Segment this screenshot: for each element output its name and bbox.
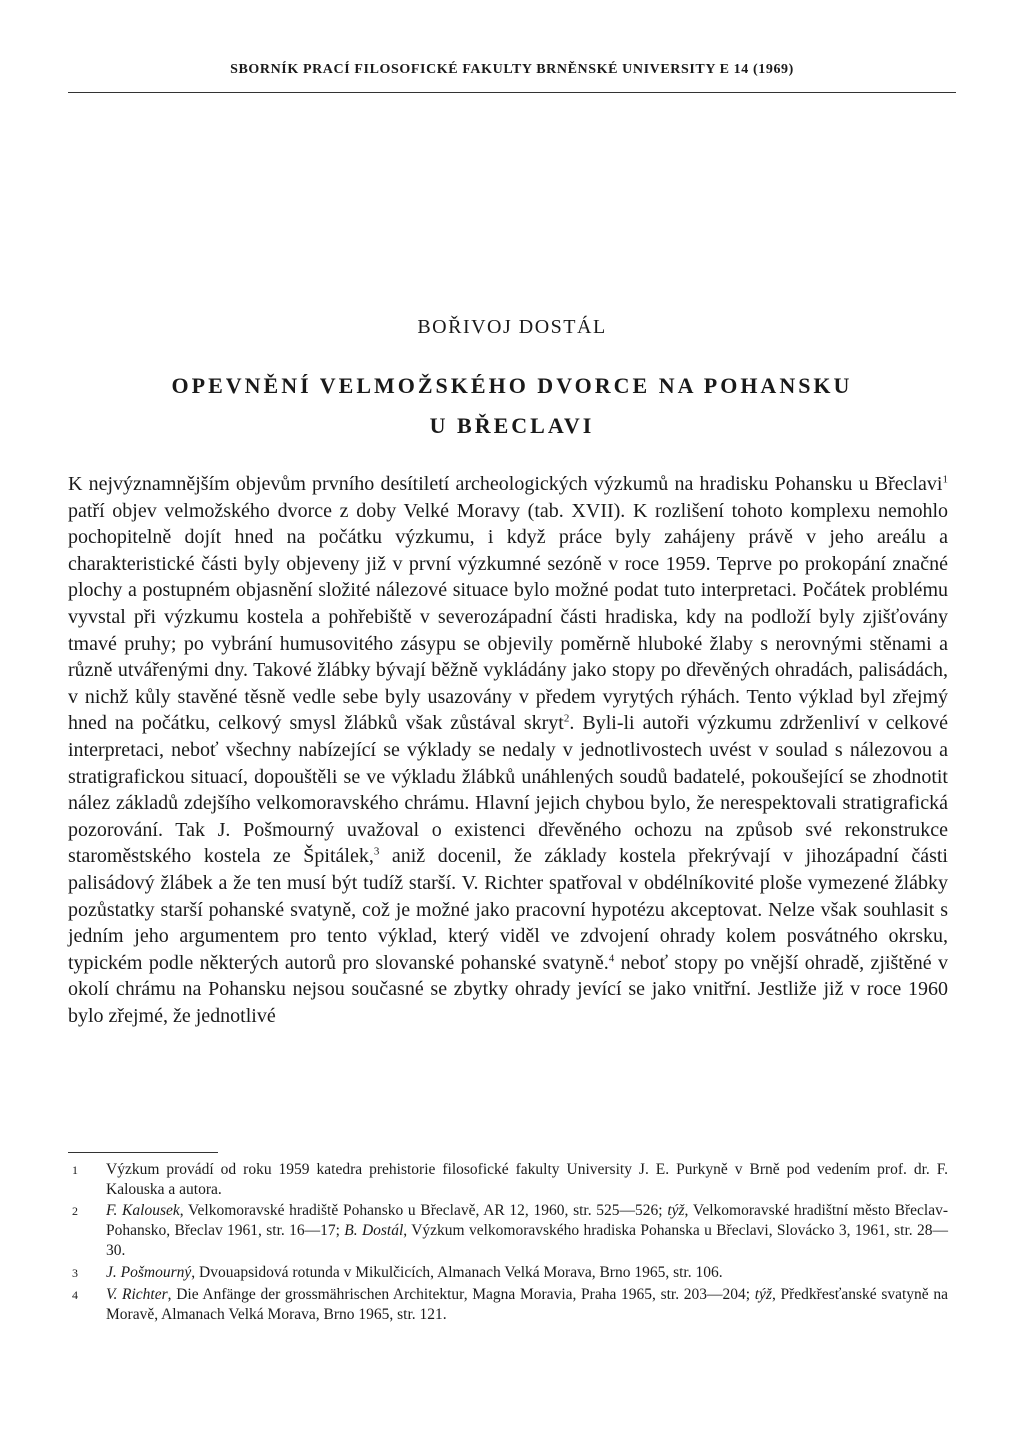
footnote-1 — [68, 1160, 948, 1199]
footnote-author: F. Kalousek — [106, 1202, 180, 1220]
footnote-number: 2 — [72, 1204, 78, 1219]
body-text-part-1: K nejvýznamnějším objevům prvního desítiletí archeologických výzkumů na hradisku Pohansku u Břeclavi — [68, 473, 943, 495]
footnote-number: 3 — [72, 1265, 78, 1280]
body-text-part-4: aniž docenil, že základy kostela překrývají v jihozápadní části palisádový žlábek a že ten musí být tudíž starší. V. Richter spatřoval v obdélníkovité ploše vymezené žlábky pozůstatky starší pohanské svatyně, což je možné jako pracovní hypotézu akceptovat. Nelze však souhlasit s jedním jeho argumentem pro tento výklad, který viděl ve zdvojení ohrady kolem posvátného okrsku, typickém podle některých autorů pro slovanské pohanské svatyně. — [68, 845, 948, 974]
article-title — [68, 366, 956, 446]
title-line-2: U BŘECLAVI — [429, 413, 595, 438]
footnote-number: 4 — [72, 1288, 78, 1303]
footnote-author: J. Pošmourný — [106, 1263, 192, 1281]
body-text-part-3: . Byli-li autoři výzkumu zdrženliví v celkové interpretaci, neboť všechny nabízející se výklady se nedaly v jednotlivostech uvést v soulad s nálezovou a stratigrafickou situací, dopouštěli se ve výkladu žlábků unáhlených soudů badatelé, pokoušející se zhodnotit nález základů zdejšího velkomoravského chrámu. Hlavní jejich chybou bylo, že nerespektovali stratigrafická pozorování. Tak J. Pošmourný uvažoval o existenci dřevěného ochozu na způsob své rekonstrukce staroměstského kostela ze Špitálek, — [68, 712, 948, 868]
footnote-rule — [68, 1152, 218, 1153]
footnote-3 — [68, 1263, 948, 1284]
footnote-tyz: týž — [667, 1202, 685, 1220]
footnote-author: V. Richter — [106, 1286, 168, 1304]
footnote-number: 1 — [72, 1163, 78, 1177]
footnote-citation: , Výzkum velkomoravského hradiska Pohanska u Břeclavi, Slovácko 3, 1961, str. 28—30. — [106, 1222, 948, 1259]
footnote-ref-2: 2 — [563, 712, 570, 725]
footnote-citation: , Die Anfänge der grossmährischen Architektur, Magna Moravia, Praha 1965, str. 203—204; — [167, 1286, 755, 1304]
footnote-citation: , Velkomoravské hradištní město Břeclav-Pohansko, Břeclav 1961, str. 16—17; — [106, 1202, 949, 1240]
footnote-ref-1: 1 — [942, 473, 948, 486]
footnote-text: Výzkum provádí od roku 1959 katedra prehistorie filosofické fakulty University J. E. Purkyně v Brně pod vedením prof. dr. F. Kalouska a autora. — [106, 1161, 948, 1198]
title-line-1: OPEVNĚNÍ VELMOŽSKÉHO DVORCE NA POHANSKU — [171, 373, 853, 398]
running-header: SBORNÍK PRACÍ FILOSOFICKÉ FAKULTY BRNĚNSKÉ UNIVERSITY E 14 (1969) — [230, 62, 794, 77]
footnote-ref-4: 4 — [608, 952, 615, 965]
footnote-text — [106, 1263, 948, 1284]
footnote-author: B. Dostál — [344, 1222, 404, 1240]
footnote-ref-3: 3 — [373, 845, 380, 858]
footnote-2 — [68, 1201, 948, 1260]
article-author: BOŘIVOJ DOSTÁL — [417, 316, 607, 338]
footnotes — [68, 1160, 948, 1327]
footnote-text — [106, 1285, 948, 1324]
body-text-part-2: patří objev velmožského dvorce z doby Velké Moravy (tab. XVII). K rozlišení tohoto komplexu nemohlo pochopitelně dojít hned na počátku výzkumu, i když práce byly zahájeny právě v jeho areálu a charakteristické části byly objeveny již v první výzkumné sezóně v roce 1959. Teprve po prokopání značné plochy a postupném objasnění složité nálezové situace bylo možné podat tuto interpretaci. Počátek problému vyvstal při výzkumu kostela a pohřebiště v severozápadní části hradiska, kdy na podloží byly zjišťovány tmavé pruhy; po vybrání humusovitého zásypu se objevily poměrně hluboké žlaby s nerovnými stěnami a různě utvářenými dny. Takové žlábky bývají běžně vykládány jako stopy po dřevěných ohradách, palisádách, v nichž kůly stavěné těsně vedle sebe byly usazovány v předem vyrytých rýhách. Tento výklad byl zřejmý hned na počátku, celkový smysl žlábků však zůstával skryt — [68, 499, 948, 735]
footnote-citation: , Předkřesťanské svatyně na Moravě, Almanach Velká Morava, Brno 1965, str. 121. — [106, 1286, 948, 1323]
footnote-4 — [68, 1285, 948, 1324]
body-text-part-5: neboť stopy po vnější ohradě, zjištěné v okolí chrámu na Pohansku nejsou současné se zbytky ohrady jevící se jako vnitřní. Jestliže již v roce 1960 bylo zřejmé, že jednotlivé — [68, 951, 948, 1027]
footnote-citation: , Velkomoravské hradiště Pohansko u Břeclavě, AR 12, 1960, str. 525—526; — [179, 1202, 668, 1220]
footnote-citation: , Dvouapsidová rotunda v Mikulčicích, Almanach Velká Morava, Brno 1965, str. 106. — [191, 1263, 723, 1281]
footnote-tyz: týž — [754, 1286, 772, 1304]
body-paragraph — [68, 471, 948, 1029]
header-rule — [68, 92, 956, 93]
footnote-text — [106, 1201, 948, 1260]
